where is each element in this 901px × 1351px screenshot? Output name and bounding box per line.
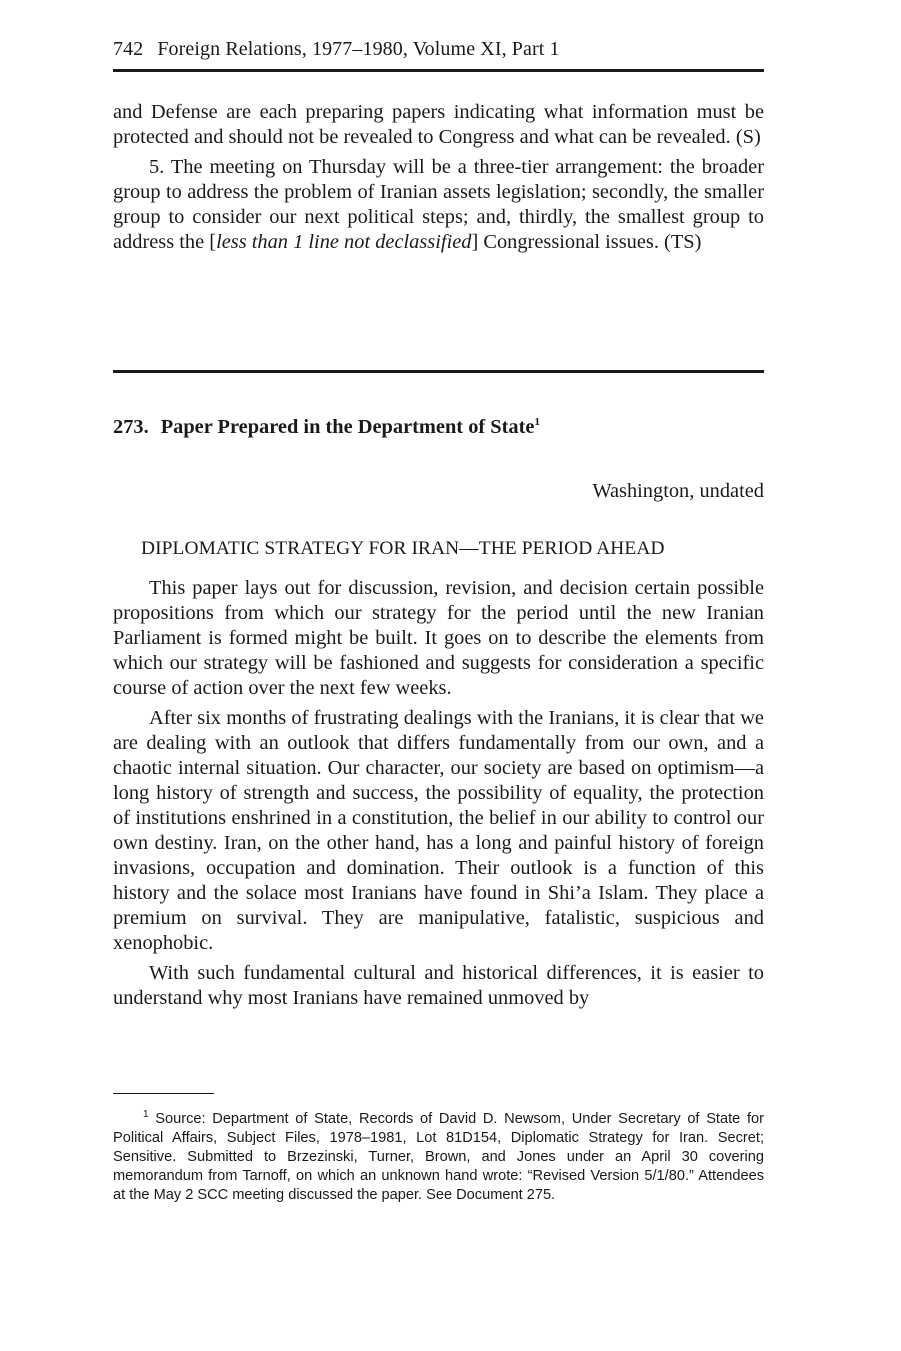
footnote-marker: 1: [143, 1109, 149, 1120]
running-head: [113, 38, 764, 61]
previous-document-continuation: [113, 100, 764, 255]
footnote-rule: [113, 1093, 214, 1094]
body-paragraph: With such fundamental cultural and historical differences, it is easier to understand why most Iranians have remained unmoved by: [113, 962, 764, 1009]
document-body: [113, 576, 764, 1011]
page-number: 742: [113, 38, 144, 60]
document-heading: [113, 416, 764, 439]
footnote: [113, 1110, 764, 1205]
header-rule: [113, 69, 764, 72]
document-title: Paper Prepared in the Department of State: [160, 416, 535, 438]
footnote-reference[interactable]: 1: [534, 416, 540, 428]
subject-heading: DIPLOMATIC STRATEGY FOR IRAN—THE PERIOD AHEAD: [141, 538, 665, 559]
dateline: Washington, undated: [592, 480, 764, 502]
declassification-note: less than 1 line not declassified: [216, 231, 472, 253]
volume-title: Foreign Relations, 1977–1980, Volume XI, Part 1: [157, 38, 560, 60]
continuation-paragraph: and Defense are each preparing papers indicating what information must be protected and should not be revealed to Congress and what can be revealed. (S): [113, 101, 764, 148]
section-rule: [113, 370, 764, 373]
document-number: 273.: [113, 416, 149, 438]
body-paragraph: After six months of frustrating dealings with the Iranians, it is clear that we are dealing with an outlook that differs fundamentally from our own, and a chaotic internal situation. Our character, our society are based on optimism—a long history of strength and success, the possibility of equality, the protection of institutions enshrined in a constitution, the belief in our ability to control our own destiny. Iran, on the other hand, has a long and painful history of foreign invasions, occupation and domination. Their outlook is a function of this history and the solace most Iranians have found in Shi’a Islam. They place a premium on survival. They are manipulative, fatalistic, suspicious and xenophobic.: [113, 707, 764, 954]
body-paragraph: This paper lays out for discussion, revision, and decision certain possible propositions from which our strategy for the period until the new Iranian Parliament is formed might be built. It goes on to describe the elements from which our strategy will be fashioned and suggests for consideration a specific course of action over the next few weeks.: [113, 577, 764, 699]
footnote-text: Source: Department of State, Records of David D. Newsom, Under Secretary of State for Political Affairs, Subject Files, 1978–1981, Lot 81D154, Diplomatic Strategy for Iran. Secret; Sensitive. Submitted to Brzezinski, Turner, Brown, and Jones under an April 30 covering memorandum from Tarnoff, on which an unknown hand wrote: “Revised Version 5/1/80.” Attendees at the May 2 SCC meeting discussed the paper. See Document 275.: [113, 1111, 765, 1203]
continuation-paragraph-5: 5. The meeting on Thursday will be a three-tier arrangement: the broader group to address the problem of Iranian assets legislation; secondly, the smaller group to consider our next political steps; and, thirdly, the smallest group to address the [less than 1 line not declassified] Congressional issues. (TS): [113, 156, 764, 253]
